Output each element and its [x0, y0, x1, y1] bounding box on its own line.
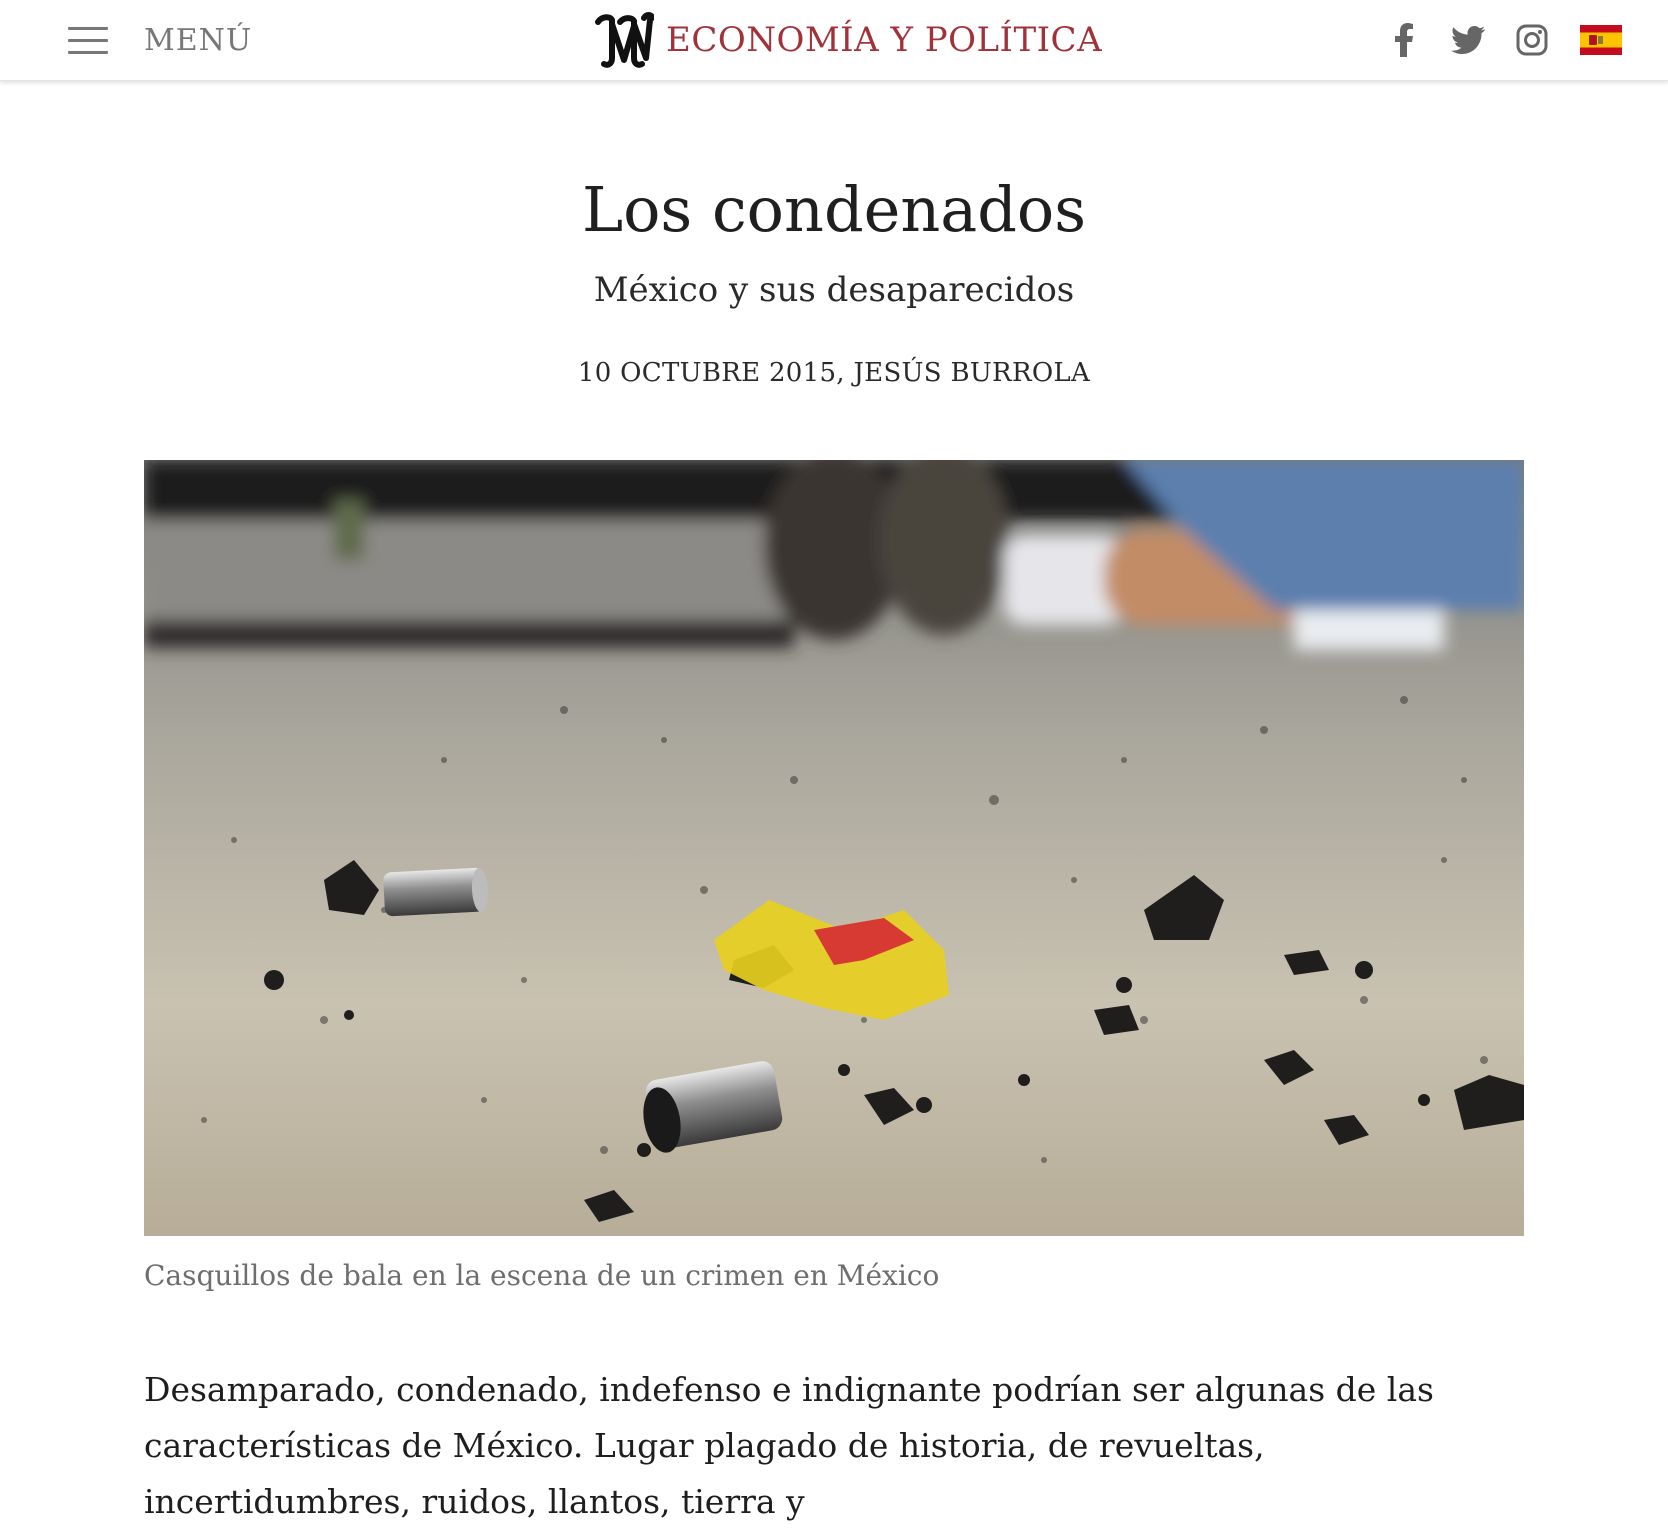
- instagram-icon[interactable]: [1514, 22, 1550, 58]
- article-body-paragraph: Desamparado, condenado, indefenso e indignante podrían ser algunas de las características de México. Lugar plagado de historia, de revueltas, incertidumbres, ruidos, llantos, tierra y: [144, 1370, 1434, 1521]
- section-title[interactable]: ECONOMÍA Y POLÍTICA: [666, 20, 1103, 60]
- article-photo: [144, 460, 1524, 1236]
- crime-scene-photo: [144, 460, 1524, 1236]
- top-navbar: [0, 0, 1668, 81]
- article-header: [0, 170, 1668, 390]
- photo-caption: Casquillos de bala en la escena de un crimen en México: [144, 1259, 940, 1292]
- brand-logo-icon[interactable]: [594, 12, 654, 68]
- article-title: Los condenados: [581, 173, 1087, 246]
- facebook-icon[interactable]: [1386, 22, 1422, 58]
- twitter-icon[interactable]: [1450, 22, 1486, 58]
- menu-button[interactable]: [68, 22, 252, 58]
- hamburger-icon[interactable]: [68, 25, 108, 55]
- article-byline: 10 OCTUBRE 2015, JESÚS BURROLA: [577, 358, 1091, 388]
- spain-flag-icon[interactable]: [1580, 25, 1622, 55]
- site-brand[interactable]: [594, 12, 1102, 68]
- article-subtitle: México y sus desaparecidos: [593, 270, 1075, 310]
- menu-label[interactable]: MENÚ: [144, 22, 253, 58]
- social-links: [1358, 20, 1622, 60]
